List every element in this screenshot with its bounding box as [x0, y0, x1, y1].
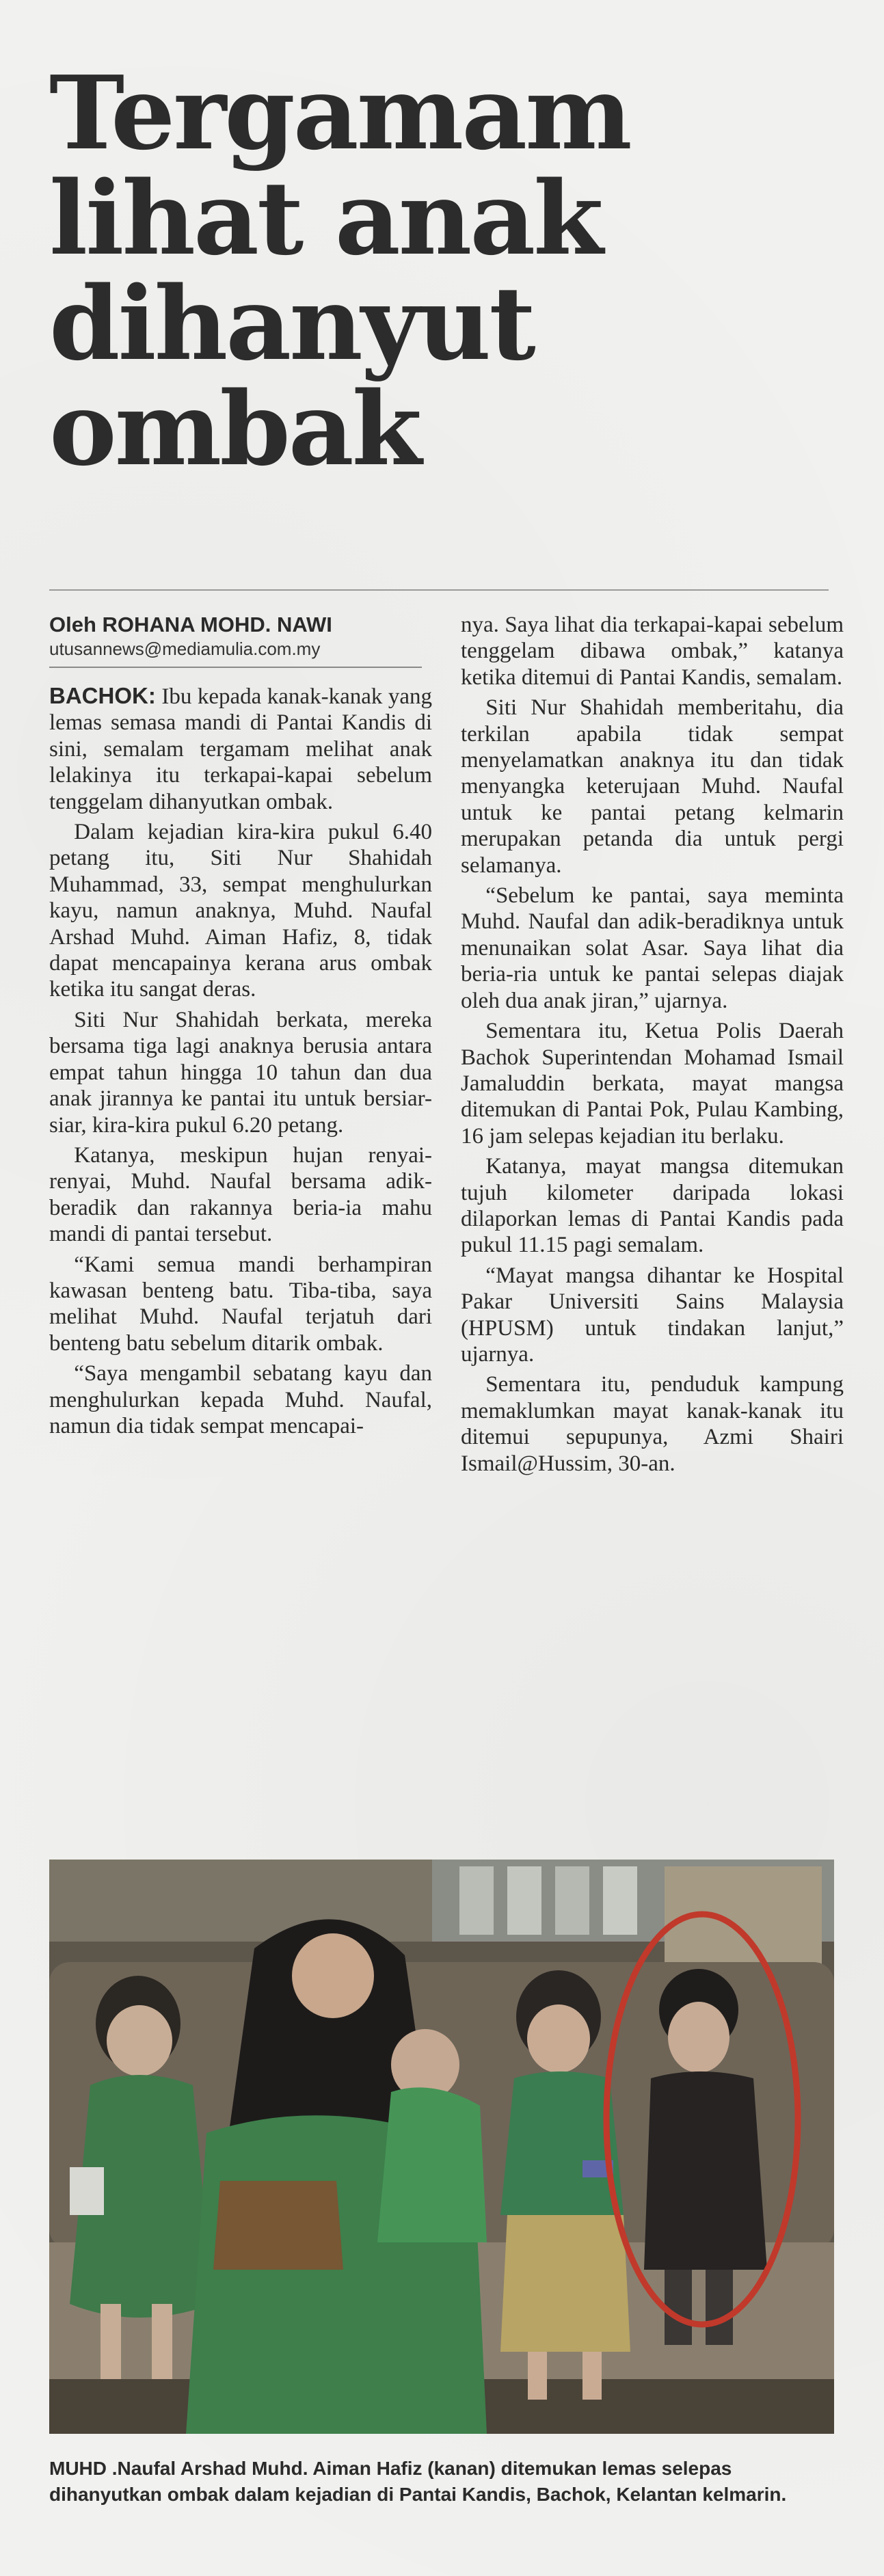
paragraph: Katanya, mayat mangsa ditemukan tujuh kilometer daripada lokasi dilaporkan lemas di Pantai Kandis pada pukul 11.15 pagi semalam. [461, 1154, 844, 1258]
boy-face [668, 2002, 729, 2073]
paragraph-text: Ibu kepada kanak-kanak yang lemas semasa mandi di Pantai Kandis di sini, semalam tergamam melihat anak lelakinya itu terkapai-kapai sebelum tenggelam dihanyutkan ombak. [49, 684, 433, 814]
paragraph: Dalam kejadian kira-kira pukul 6.40 petang itu, Siti Nur Shahidah Muhammad, 33, sempat menghulurkan kayu, namun anaknya, Muhd. Naufal Arshad Muhd. Aiman Hafiz, 8, tidak dapat mencapainya kerana arus ombak ketika itu sangat deras. [49, 820, 432, 1002]
baby-clothes [377, 2087, 487, 2242]
byline-divider [49, 667, 422, 668]
paragraph: Sementara itu, Ketua Polis Daerah Bachok Superintendan Mohamad Ismail Jamaluddin berkata, mayat mangsa ditemukan di Pantai Pok, Pulau Kambing, 16 jam selepas kejadian itu berlaku. [461, 1019, 844, 1149]
headline-line-2: lihat anak [49, 159, 602, 278]
headline-line-1: Tergamam [49, 53, 630, 172]
mother-face [292, 1933, 374, 2018]
paragraph: Siti Nur Shahidah memberitahu, dia terkilan apabila tidak sempat menyelamatkan anaknya itu dan tidak menyangka keterujaan Muhd. Naufal untuk ke pantai petang kelmarin merupakan petanda dia untuk pergi selamanya. [461, 695, 844, 878]
paragraph: Sementara itu, penduduk kampung memaklumkan mayat kanak-kanak itu ditemui sepupunya, Azmi Shairi Ismail@Hussim, 30-an. [461, 1372, 844, 1476]
girl-skirt [500, 2215, 630, 2352]
paragraph: nya. Saya lihat dia terkapai-kapai sebelum tenggelam dibawa ombak,” katanya ketika ditemui di Pantai Kandis, semalam. [461, 613, 844, 690]
boy-leg [706, 2270, 733, 2345]
window-pane [603, 1866, 637, 1935]
girl-leg [528, 2352, 547, 2400]
child-holding-card [70, 2167, 104, 2215]
boy-baju [644, 2071, 767, 2270]
headline [49, 53, 835, 488]
headline-line-3: dihanyut [49, 264, 534, 383]
byline-author: ROHANA MOHD. NAWI [102, 613, 332, 636]
paragraph: Katanya, meskipun hujan renyai-renyai, Muhd. Naufal bersama adik-beradik dan rakannya beria-ia mahu mandi di pantai tersebut. [49, 1142, 432, 1247]
child-leg [101, 2304, 121, 2379]
dateline: BACHOK: [49, 683, 156, 708]
paragraph: “Saya mengambil sebatang kayu dan menghulurkan kepada Muhd. Naufal, namun dia tidak sempat mencapai- [49, 1361, 432, 1438]
paragraph: Siti Nur Shahidah berkata, mereka bersama tiga lagi anaknya berusia antara empat tahun hingga 10 tahun dan dua anak jirannya ke pantai itu untuk bersiar-siar, kira-kira pukul 6.20 petang. [49, 1007, 432, 1138]
window-pane [507, 1866, 541, 1935]
photo-caption: MUHD .Naufal Arshad Muhd. Aiman Hafiz (kanan) ditemukan lemas selepas dihanyutkan ombak dalam kejadian di Pantai Kandis, Bachok, Kelantan kelmarin. [49, 2458, 787, 2505]
paragraph: “Kami semua mandi berhampiran kawasan benteng batu. Tiba-tiba, saya melihat Muhd. Naufal terjatuh dari benteng batu sebelum ditarik ombak. [49, 1252, 432, 1356]
dress-pattern [213, 2181, 343, 2270]
headline-divider [49, 589, 829, 591]
paragraph: “Mayat mangsa dihantar ke Hospital Pakar Universiti Sains Malaysia (HPUSM) untuk tindakan lanjut,” ujarnya. [461, 1263, 844, 1367]
window-pane [459, 1866, 494, 1935]
byline-email: utusannews@mediamulia.com.my [49, 639, 321, 659]
byline-prefix: Oleh [49, 613, 96, 636]
paragraph: “Sebelum ke pantai, saya meminta Muhd. Naufal dan adik-beradiknya untuk menunaikan solat Asar. Saya lihat dia beria-ria untuk ke pantai selepas diajak oleh dua anak jiran,” ujarnya. [461, 883, 844, 1013]
child-face [107, 2005, 172, 2076]
byline [49, 612, 432, 638]
headline-line-4: ombak [49, 369, 420, 488]
news-photo [49, 1860, 834, 2434]
paragraph [49, 683, 432, 815]
window-pane [555, 1866, 589, 1935]
child-leg [152, 2304, 172, 2379]
article-column-left [49, 612, 432, 1443]
family-photo-illustration [49, 1860, 834, 2434]
boy-leg [665, 2270, 692, 2345]
article-column-right [461, 612, 844, 1481]
girl-leg [582, 2352, 602, 2400]
girl-face [527, 2004, 590, 2073]
wall-panel [49, 1860, 432, 1942]
